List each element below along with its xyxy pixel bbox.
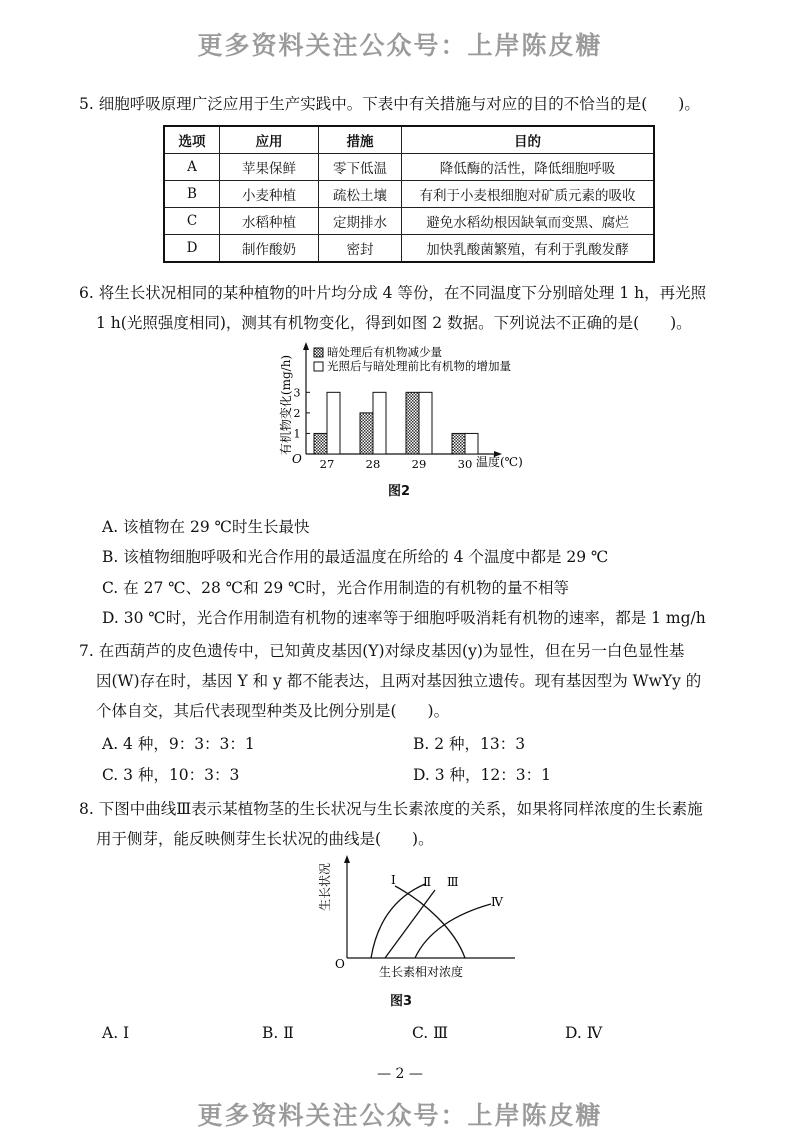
legend-swatch-dark (314, 348, 323, 357)
chart-ylabel: 有机物变化(mg/h) (279, 354, 293, 456)
x-tick-label: 30 (457, 457, 473, 471)
graph-origin: O (335, 957, 345, 971)
y-tick-label: 3 (293, 386, 301, 400)
legend-label-light: 光照后与暗处理前比有机物的增加量 (327, 359, 511, 373)
table-row (164, 235, 654, 263)
bar-dark-27 (314, 433, 327, 454)
curve-4 (415, 904, 491, 958)
q8-stem-line1: 8. 下图中曲线Ⅲ表示某植物茎的生长状况与生长素浓度的关系，如果将同样浓度的生长素施 (79, 800, 703, 818)
curve-label-1: Ⅰ (391, 873, 396, 887)
q5-table (163, 125, 655, 263)
curve-1 (371, 884, 425, 958)
growth-curve-graph (315, 852, 525, 984)
q8-option-b[interactable]: B. Ⅱ (262, 1024, 294, 1042)
q5-header-measure: 措施 (319, 126, 402, 154)
cell: 制作酸奶 (220, 235, 319, 263)
cell: A (164, 154, 220, 181)
q7-option-a[interactable]: A. 4 种，9：3：3：1 (102, 735, 255, 753)
x-tick-label: 29 (411, 457, 427, 471)
cell: 降低酶的活性，降低细胞呼吸 (402, 154, 655, 181)
q6-option-b[interactable]: B. 该植物细胞呼吸和光合作用的最适温度在所给的 4 个温度中都是 29 ℃ (102, 548, 609, 566)
q7-option-c[interactable]: C. 3 种，10：3：3 (102, 766, 240, 784)
watermark-bottom: 更多资料关注公众号：上岸陈皮糖 (197, 1101, 603, 1130)
graph-y-arrow (344, 855, 350, 863)
cell: 零下低温 (319, 154, 402, 181)
x-tick-label: 28 (365, 457, 381, 471)
curve-label-2: Ⅱ (423, 875, 432, 889)
q5-stem: 5. 细胞呼吸原理广泛应用于生产实践中。下表中有关措施与对应的目的不恰当的是( )。 (79, 95, 700, 113)
q8-option-d[interactable]: D. Ⅳ (565, 1024, 603, 1042)
page-number: — 2 — (377, 1066, 423, 1082)
table-row (164, 181, 654, 208)
cell: 苹果保鲜 (220, 154, 319, 181)
q8-option-c[interactable]: C. Ⅲ (412, 1024, 449, 1042)
q7-stem-line2: 因(W)存在时，基因 Y 和 y 都不能表达，且两对基因独立遗传。现有基因型为 WwYy 的 (96, 672, 702, 690)
fig2-caption: 图2 (388, 484, 411, 499)
cell: 有利于小麦根细胞对矿质元素的吸收 (402, 181, 655, 208)
x-tick-label: 27 (319, 457, 335, 471)
cell: 小麦种植 (220, 181, 319, 208)
bar-light-30 (465, 433, 478, 454)
q7-option-d[interactable]: D. 3 种，12：3：1 (413, 766, 551, 784)
table-row (164, 154, 654, 181)
bar-dark-30 (452, 433, 465, 454)
legend-swatch-light (314, 362, 323, 371)
q5-header-option: 选项 (164, 126, 220, 154)
bar-light-27 (327, 392, 340, 454)
cell: 加快乳酸菌繁殖，有利于乳酸发酵 (402, 235, 655, 263)
chart-origin: O (292, 452, 302, 466)
bar-dark-28 (360, 413, 373, 454)
q8-option-a[interactable]: A. Ⅰ (102, 1024, 130, 1042)
cell: 疏松土壤 (319, 181, 402, 208)
q8-stem-line2: 用于侧芽，能反映侧芽生长状况的曲线是( )。 (96, 830, 434, 848)
table-row (164, 208, 654, 235)
chart-xlabel: 温度(℃) (476, 455, 523, 469)
q5-header-application: 应用 (220, 126, 319, 154)
cell: 水稻种植 (220, 208, 319, 235)
cell: C (164, 208, 220, 235)
q7-stem-line1: 7. 在西葫芦的皮色遗传中，已知黄皮基因(Y)对绿皮基因(y)为显性，但在另一白色显性基 (79, 642, 685, 660)
cell: 定期排水 (319, 208, 402, 235)
fig3-caption: 图3 (390, 994, 413, 1009)
q6-stem-line1: 6. 将生长状况相同的某种植物的叶片均分成 4 等份，在不同温度下分别暗处理 1 h，再光照 (79, 284, 707, 302)
curve-2 (385, 890, 435, 958)
cell: D (164, 235, 220, 263)
bar-chart (268, 340, 568, 480)
q5-header-purpose: 目的 (402, 126, 655, 154)
q7-option-b[interactable]: B. 2 种，13：3 (413, 735, 526, 753)
cell: 密封 (319, 235, 402, 263)
chart-y-arrow (303, 342, 309, 350)
curve-label-4: Ⅳ (491, 895, 503, 909)
q7-stem-line3: 个体自交，其后代表现型种类及比例分别是( )。 (96, 702, 450, 720)
graph-xlabel: 生长素相对浓度 (379, 965, 464, 979)
bar-light-28 (373, 392, 386, 454)
cell: B (164, 181, 220, 208)
bar-light-29 (419, 392, 432, 454)
y-tick-label: 1 (293, 427, 301, 441)
q6-option-c[interactable]: C. 在 27 ℃、28 ℃和 29 ℃时，光合作用制造的有机物的量不相等 (102, 579, 569, 597)
cell: 避免水稻幼根因缺氧而变黑、腐烂 (402, 208, 655, 235)
y-tick-label: 2 (293, 406, 301, 420)
q6-option-a[interactable]: A. 该植物在 29 ℃时生长最快 (102, 518, 310, 536)
q6-option-d[interactable]: D. 30 ℃时，光合作用制造有机物的速率等于细胞呼吸消耗有机物的速率，都是 1 mg/h (102, 609, 706, 627)
legend-label-dark: 暗处理后有机物减少量 (327, 345, 442, 359)
graph-ylabel: 生长状况 (318, 862, 332, 912)
q6-stem-line2: 1 h(光照强度相同)，测其有机物变化，得到如图 2 数据。下列说法不正确的是( )。 (96, 314, 692, 332)
watermark-top: 更多资料关注公众号：上岸陈皮糖 (197, 31, 603, 60)
curve-label-3: Ⅲ (447, 875, 459, 889)
bar-dark-29 (406, 392, 419, 454)
